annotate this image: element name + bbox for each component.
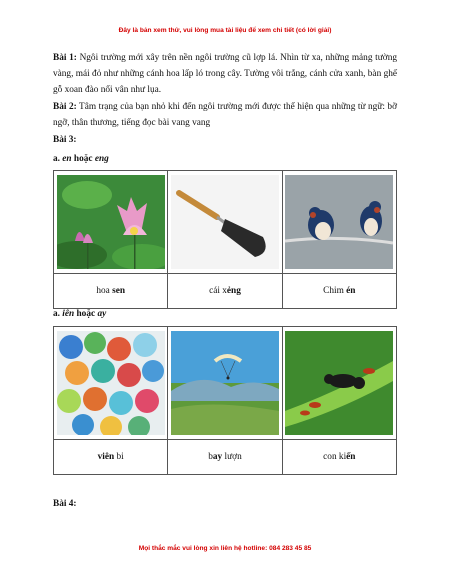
- lotus-image-cell: [54, 171, 168, 274]
- bai3-label: Bài 3:: [53, 135, 77, 146]
- section-a2-label: [53, 309, 106, 319]
- lotus-image: [57, 175, 165, 269]
- header-banner: Đây là bản xem thử, vui lòng mua tài liệu để xem chi tiết (có lời giải): [118, 27, 332, 34]
- bai2-paragraph: [53, 99, 397, 131]
- bai2-label: Bài 2:: [53, 101, 77, 112]
- caption-cai-xeng: cái xẻng: [168, 274, 282, 309]
- caption-vien-bi: viên bi: [54, 440, 168, 475]
- caption-bay-luon: bay lượn: [168, 440, 282, 475]
- bai1-paragraph: [53, 50, 397, 99]
- swallows-image: [285, 175, 393, 269]
- section-a2-v2: ay: [97, 309, 107, 319]
- section-a1-mid: hoặc: [71, 154, 95, 164]
- bai2-text: Tâm trạng của bạn nhỏ khi đến ngôi trường mới được thể hiện qua những từ ngữ: bỡ ngỡ, thân thương, tiếng đọc bài vang vang: [53, 101, 397, 128]
- bai4-label: Bài 4:: [53, 499, 77, 509]
- section-a1-prefix: a.: [53, 154, 63, 164]
- trowel-image-cell: [168, 171, 282, 274]
- caption-chim-en: Chim én: [282, 274, 396, 309]
- ants-image-cell: [282, 327, 396, 440]
- paraglider-image: [171, 331, 279, 435]
- bai1-label: Bài 1:: [53, 53, 77, 63]
- ants-image: [285, 331, 393, 435]
- section-a1-v1: en: [62, 154, 72, 164]
- swallows-image-cell: [282, 171, 396, 274]
- trowel-image: [171, 175, 279, 269]
- section-a1-v2: eng: [94, 154, 109, 164]
- marbles-image: [57, 331, 165, 435]
- section-a2-prefix: a.: [53, 309, 63, 319]
- marbles-image-cell: [54, 327, 168, 440]
- vocab-table-2: [53, 326, 397, 475]
- caption-hoa-sen: hoa sen: [54, 274, 168, 309]
- section-a2-mid: hoặc: [74, 309, 98, 319]
- footer-banner: Mọi thắc mắc vui lòng xin liên hệ hotline: 084 283 45 85: [138, 545, 312, 552]
- caption-con-kien: con kiến: [282, 440, 396, 475]
- vocab-table-1: [53, 170, 397, 309]
- bai1-text: Ngôi trường mới xây trên nền ngôi trường cũ lợp lá. Nhìn từ xa, những mảng tường vàng, mái đỏ như những cánh hoa lấp ló trong cây. Tường vôi trắng, cánh cửa xanh, bàn ghế gỗ xoan đào nổi vân như lụa.: [53, 53, 397, 96]
- paraglider-image-cell: [168, 327, 282, 440]
- exercise-text: [53, 50, 397, 149]
- section-a1-label: [53, 154, 109, 164]
- section-a2-v1: iên: [62, 309, 75, 319]
